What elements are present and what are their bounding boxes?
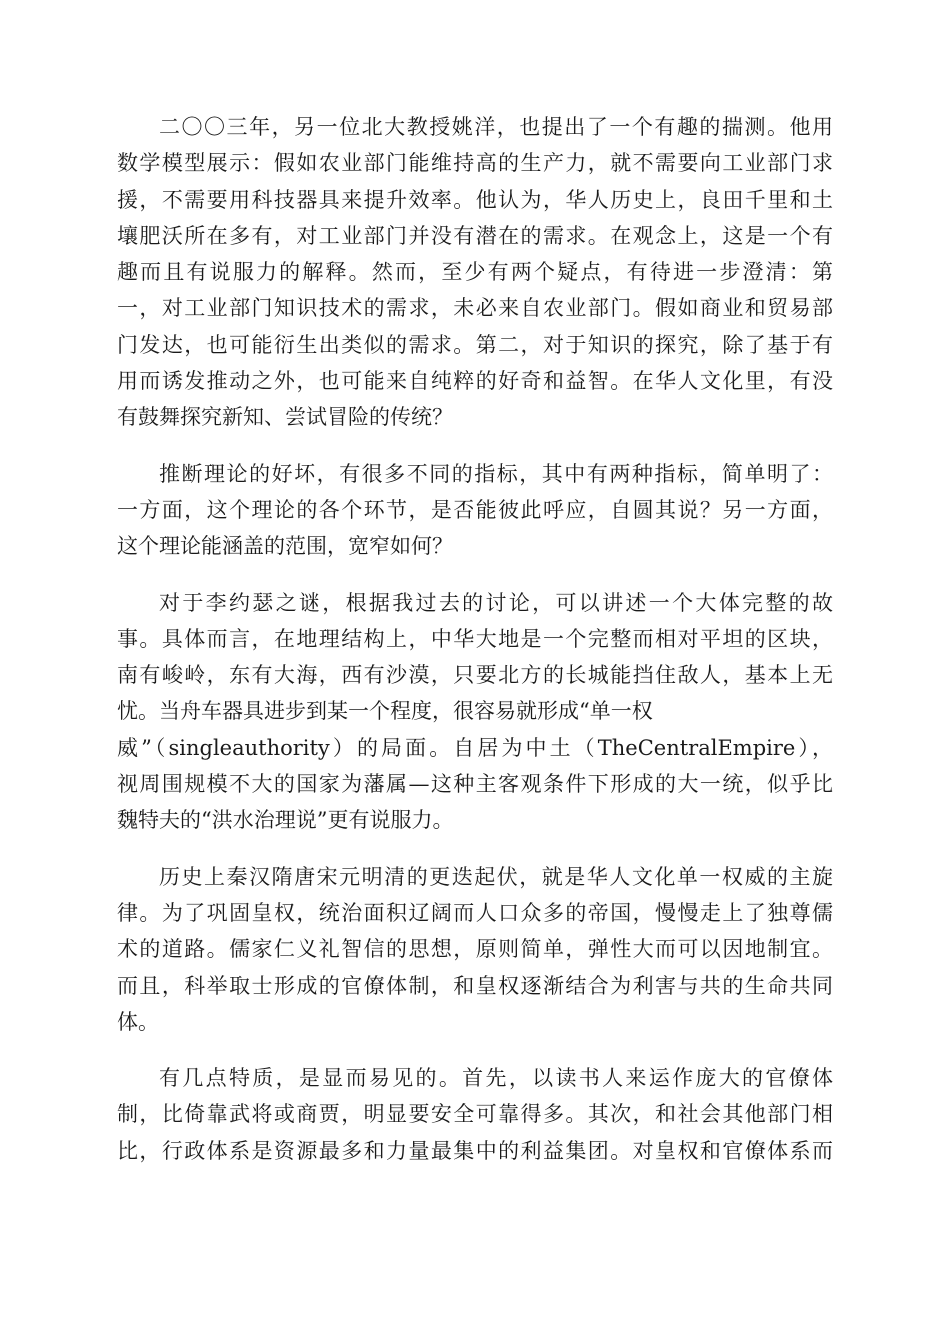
text-line: 威”（singleauthority）的局面。自居为中土（TheCentralEmpire），	[117, 735, 833, 760]
text-line: 制，比倚靠武将或商贾，明显要安全可靠得多。其次，和社会其他部门相	[117, 1102, 833, 1127]
text-line: 门发达，也可能衍生出类似的需求。第二，对于知识的探究，除了基于有	[117, 332, 833, 357]
text-line: 推断理论的好坏，有很多不同的指标，其中有两种指标，简单明了：	[159, 461, 833, 486]
text-line: 趣而且有说服力的解释。然而，至少有两个疑点，有待进一步澄清：第	[117, 260, 833, 285]
paragraph-needham-puzzle	[117, 585, 833, 839]
paragraph-characteristics	[117, 1060, 833, 1169]
text-line: 这个理论能涵盖的范围，宽窄如何？	[117, 534, 453, 559]
text-line: 数学模型展示：假如农业部门能维持高的生产力，就不需要向工业部门求	[117, 151, 833, 176]
text-line: 而且，科举取士形成的官僚体制，和皇权逐渐结合为利害与共的生命共同	[117, 973, 833, 998]
text-line: 体。	[117, 1009, 159, 1034]
text-line: 南有峻岭，东有大海，西有沙漠，只要北方的长城能挡住敌人，基本上无	[117, 663, 833, 688]
paragraph-theory-criteria	[117, 456, 833, 565]
text-line: 视周围规模不大的国家为藩属—这种主客观条件下形成的大一统，似乎比	[117, 772, 833, 797]
text-line: 一，对工业部门知识技术的需求，未必来自农业部门。假如商业和贸易部	[117, 296, 833, 321]
text-line: 比，行政体系是资源最多和力量最集中的利益集团。对皇权和官僚体系而	[117, 1138, 833, 1163]
text-line: 历史上秦汉隋唐宋元明清的更迭起伏，就是华人文化单一权威的主旋	[159, 864, 833, 889]
text-line: 有鼓舞探究新知、尝试冒险的传统？	[117, 405, 453, 430]
text-line: 壤肥沃所在多有，对工业部门并没有潜在的需求。在观念上，这是一个有	[117, 223, 833, 248]
text-line: 术的道路。儒家仁义礼智信的思想，原则简单，弹性大而可以因地制宜。	[117, 937, 833, 962]
document-page	[117, 109, 833, 1189]
text-line: 援，不需要用科技器具来提升效率。他认为，华人历史上，良田千里和土	[117, 187, 833, 212]
text-line: 律。为了巩固皇权，统治面积辽阔而人口众多的帝国，慢慢走上了独尊儒	[117, 900, 833, 925]
text-line: 对于李约瑟之谜，根据我过去的讨论，可以讲述一个大体完整的故	[159, 590, 833, 615]
text-line: 忧。当舟车器具进步到某一个程度，很容易就形成“单一权	[117, 699, 653, 724]
paragraph-yao-yang	[117, 109, 833, 436]
paragraph-dynasties	[117, 859, 833, 1040]
text-line: 事。具体而言，在地理结构上，中华大地是一个完整而相对平坦的区块，	[117, 626, 833, 651]
text-line: 魏特夫的“洪水治理说”更有说服力。	[117, 808, 454, 833]
text-line: 一方面，这个理论的各个环节，是否能彼此呼应，自圆其说？另一方面，	[117, 497, 833, 522]
text-line: 用而诱发推动之外，也可能来自纯粹的好奇和益智。在华人文化里，有没	[117, 369, 833, 394]
text-line: 二〇〇三年，另一位北大教授姚洋，也提出了一个有趣的揣测。他用	[159, 115, 833, 139]
text-line: 有几点特质，是显而易见的。首先，以读书人来运作庞大的官僚体	[159, 1066, 833, 1091]
